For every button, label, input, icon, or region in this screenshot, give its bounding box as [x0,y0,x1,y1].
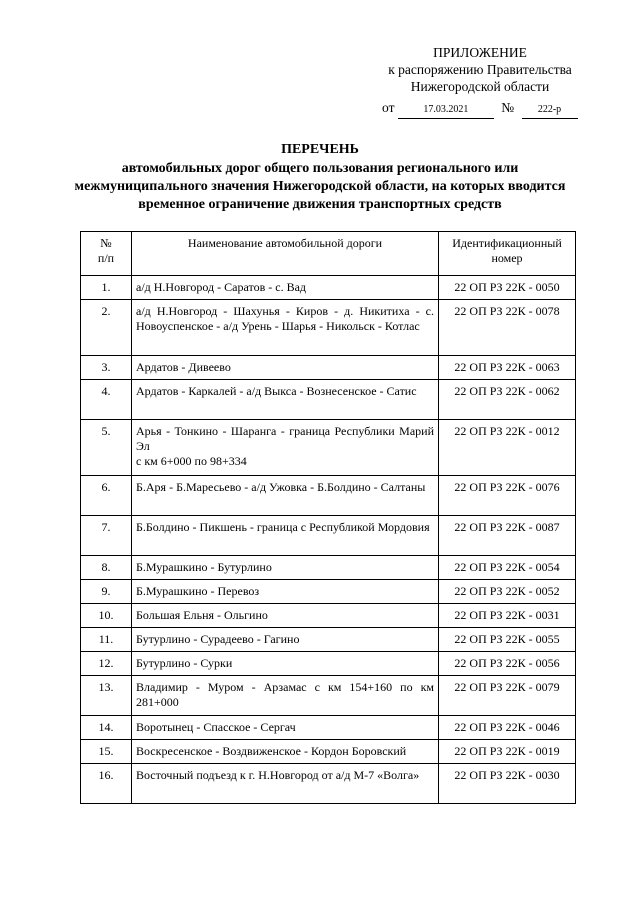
row-road-name: Восточный подъезд к г. Н.Новгород от а/д М-7 «Волга» [132,764,439,804]
row-road-name: Воскресенское - Воздвиженское - Кордон Боровский [132,740,439,764]
row-identifier: 22 ОП РЗ 22К - 0012 [439,420,576,476]
table-row [81,356,576,380]
row-number: 12. [81,652,132,676]
row-identifier: 22 ОП РЗ 22К - 0055 [439,628,576,652]
table-row [81,580,576,604]
row-identifier: 22 ОП РЗ 22К - 0019 [439,740,576,764]
table-row [81,300,576,356]
row-number: 1. [81,276,132,300]
table-row [81,516,576,556]
row-road-name: Арья - Тонкино - Шаранга - граница Республики Марий Эл с км 6+000 по 98+334 [132,420,439,476]
row-number: 4. [81,380,132,420]
row-identifier: 22 ОП РЗ 22К - 0063 [439,356,576,380]
title-description: автомобильных дорог общего пользования регионального или межмуниципального значения Нижегородской области, на которых вводится временное ограничение движения транспортных средств [74,161,566,212]
decree-date: 17.03.2021 [398,101,494,119]
row-identifier: 22 ОП РЗ 22К - 0062 [439,380,576,420]
number-label: № [501,100,515,115]
row-identifier: 22 ОП РЗ 22К - 0031 [439,604,576,628]
row-identifier: 22 ОП РЗ 22К - 0076 [439,476,576,516]
appendix-subtitle-line2: Нижегородской области [410,79,550,94]
row-number: 15. [81,740,132,764]
row-road-name: Б.Болдино - Пикшень - граница с Республикой Мордовия [132,516,439,556]
row-identifier: 22 ОП РЗ 22К - 0054 [439,556,576,580]
table-row [81,276,576,300]
row-identifier: 22 ОП РЗ 22К - 0087 [439,516,576,556]
row-number: 10. [81,604,132,628]
row-number: 6. [81,476,132,516]
row-identifier: 22 ОП РЗ 22К - 0052 [439,580,576,604]
appendix-title: ПРИЛОЖЕНИЕ [433,45,527,60]
row-road-name: Владимир - Муром - Арзамас с км 154+160 по км 281+000 [132,676,439,716]
row-number: 9. [81,580,132,604]
row-number: 11. [81,628,132,652]
row-number: 7. [81,516,132,556]
header-number: № п/п [81,232,132,276]
row-road-name: Б.Мурашкино - Перевоз [132,580,439,604]
document-title [70,141,570,214]
from-label: от [382,100,395,115]
row-road-name: Бутурлино - Сурки [132,652,439,676]
table-row [81,420,576,476]
row-number: 5. [81,420,132,476]
table-row [81,476,576,516]
row-road-name: Б.Аря - Б.Мaресьево - а/д Ужовка - Б.Болдино - Салтаны [132,476,439,516]
row-identifier: 22 ОП РЗ 22К - 0046 [439,716,576,740]
table-row [81,380,576,420]
table-row [81,740,576,764]
row-identifier: 22 ОП РЗ 22К - 0050 [439,276,576,300]
table-row [81,556,576,580]
row-number: 13. [81,676,132,716]
table-row [81,628,576,652]
row-road-name: Бутурлино - Сурадеево - Гагино [132,628,439,652]
decree-reference [382,99,592,119]
header-identifier: Идентификационный номер [439,232,576,276]
roads-table [80,231,576,804]
header-road-name: Наименование автомобильной дороги [132,232,439,276]
table-row [81,764,576,804]
row-road-name: а/д Н.Новгород - Саратов - с. Вад [132,276,439,300]
row-identifier: 22 ОП РЗ 22К - 0056 [439,652,576,676]
table-row [81,652,576,676]
title-heading: ПЕРЕЧЕНЬ [281,142,359,157]
row-identifier: 22 ОП РЗ 22К - 0030 [439,764,576,804]
row-number: 14. [81,716,132,740]
row-road-name: Ардатов - Дивеево [132,356,439,380]
row-identifier: 22 ОП РЗ 22К - 0078 [439,300,576,356]
table-row [81,676,576,716]
row-road-name: Большая Ельня - Ольгино [132,604,439,628]
row-number: 3. [81,356,132,380]
appendix-subtitle-line1: к распоряжению Правительства [388,62,572,77]
row-identifier: 22 ОП РЗ 22К - 0079 [439,676,576,716]
row-road-name: Б.Мурашкино - Бутурлино [132,556,439,580]
row-number: 8. [81,556,132,580]
row-road-name: Ардатов - Каркалей - а/д Выкса - Вознесенское - Сатис [132,380,439,420]
table-row [81,716,576,740]
row-road-name: а/д Н.Новгород - Шахунья - Киров - д. Никитиха - с. Новоуспенское - а/д Урень - Шарья - Никольск - Котлас [132,300,439,356]
table-header-row [81,232,576,276]
appendix-header [360,44,600,95]
row-number: 16. [81,764,132,804]
decree-number: 222-р [522,101,578,119]
row-number: 2. [81,300,132,356]
row-road-name: Воротынец - Спасское - Сергач [132,716,439,740]
table-row [81,604,576,628]
